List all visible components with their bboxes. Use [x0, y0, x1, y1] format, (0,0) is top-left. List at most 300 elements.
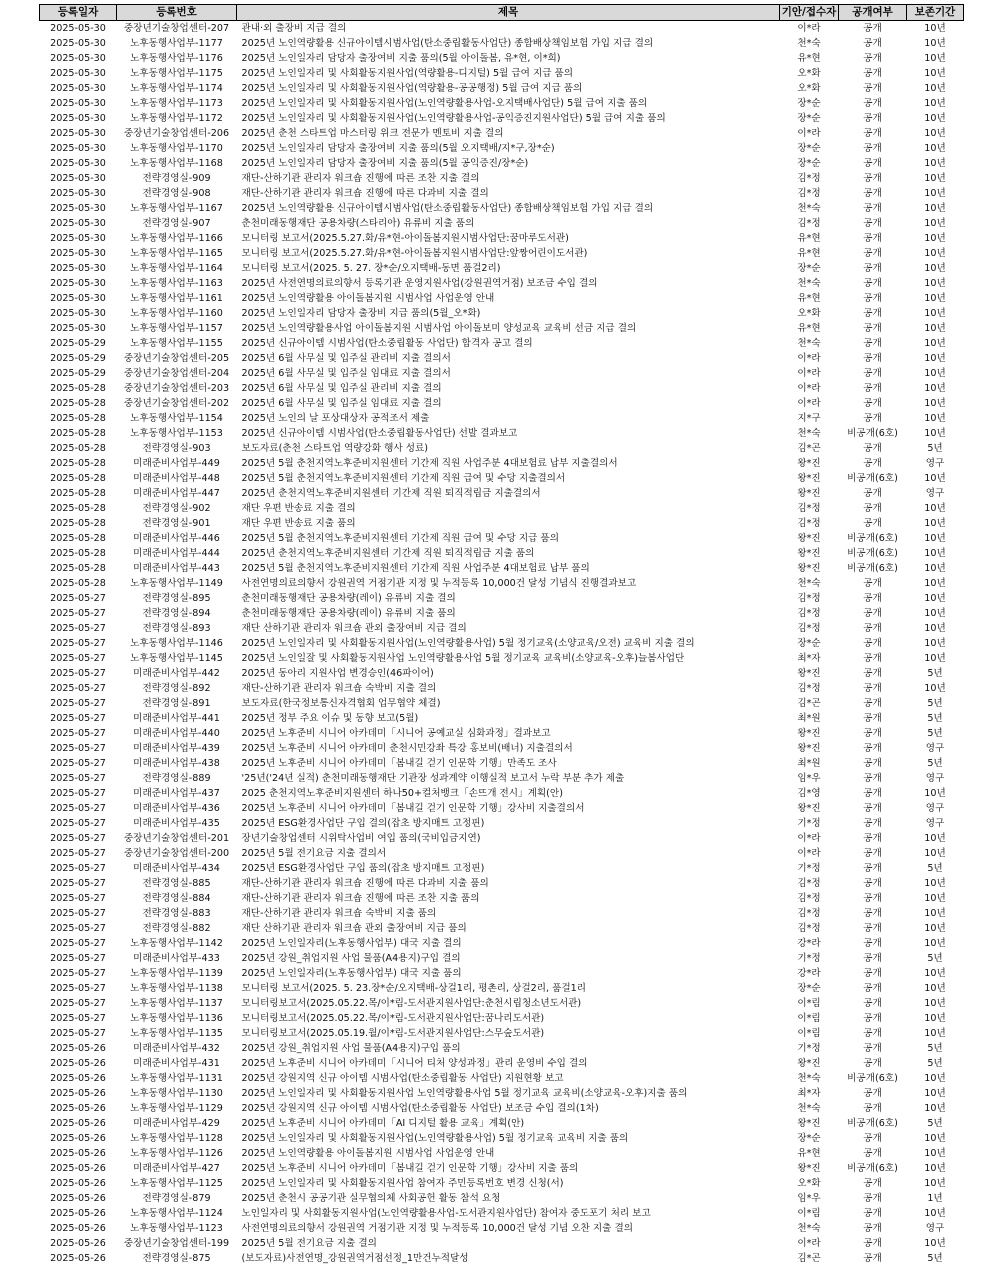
table-row	[40, 366, 964, 381]
cell-disclosure: 공개	[863, 1088, 882, 1099]
cell-disclosure: 공개	[863, 128, 882, 139]
cell-disclosure: 비공개(6호)	[847, 548, 898, 559]
cell-reg-number: 미래준비사업부-447	[133, 488, 220, 499]
cell-retention: 10년	[924, 563, 946, 574]
cell-drafter: 왕*진	[797, 488, 821, 499]
cell-reg-date: 2025-05-30	[50, 188, 106, 199]
cell-reg-date: 2025-05-30	[50, 233, 106, 244]
cell-title: 재단 우편 반송료 지출 품의	[241, 518, 356, 529]
cell-disclosure: 비공개(6호)	[847, 428, 898, 439]
cell-title: (보도자료)사전연명_강원권역거점선정_1만건누적달성	[241, 1253, 469, 1264]
cell-reg-date: 2025-05-30	[50, 68, 106, 79]
cell-reg-date: 2025-05-29	[50, 338, 106, 349]
cell-title: 2025년 사전연명의료의향서 등록기관 운영지원사업(강원권역거점) 보조금 수입 결의	[241, 278, 598, 289]
cell-reg-date: 2025-05-29	[50, 368, 106, 379]
cell-retention: 10년	[924, 1073, 946, 1084]
cell-title: 2025년 노인일자리 및 사회활동지원사업(노인역량활용사업-공익증진지원사업단) 5월 급여 지출 품의	[241, 113, 666, 124]
table-row	[40, 36, 964, 51]
cell-reg-date: 2025-05-27	[50, 758, 106, 769]
cell-retention: 10년	[924, 1013, 946, 1024]
cell-reg-number: 노후동행사업부-1129	[130, 1103, 223, 1114]
cell-retention: 5년	[927, 1118, 943, 1129]
cell-drafter: 왕*진	[797, 473, 821, 484]
cell-title: 장년기술창업센터 시위탁사업비 여입 품의(국비입금지연)	[241, 833, 481, 844]
cell-title: 재단-산하기관 관리자 워크숍 진행에 따른 다과비 지출 결의	[241, 188, 489, 199]
cell-reg-date: 2025-05-27	[50, 998, 106, 1009]
cell-disclosure: 공개	[863, 653, 882, 664]
cell-reg-number: 노후동행사업부-1155	[130, 338, 223, 349]
cell-title: 재단 산하기관 관리자 워크숍 관외 출장여비 지급 결의	[241, 623, 467, 634]
cell-retention: 10년	[924, 578, 946, 589]
cell-reg-date: 2025-05-27	[50, 683, 106, 694]
cell-title: 춘천미래동행재단 공용차량(스타리아) 유류비 지출 품의	[241, 218, 475, 229]
cell-title: 보도자료(춘천 스타트업 역량강화 행사 성료)	[241, 443, 428, 454]
cell-reg-date: 2025-05-27	[50, 788, 106, 799]
cell-reg-number: 중장년기술창업센터-199	[123, 1238, 230, 1249]
cell-reg-number: 미래준비사업부-433	[133, 953, 220, 964]
table-row	[40, 861, 964, 876]
cell-title: 2025년 5월 춘천지역노후준비지원센터 기간제 직원 사업주분 4대보험료 납부 품의	[241, 563, 590, 574]
cell-drafter: 유*현	[797, 248, 821, 259]
cell-drafter: 김*곤	[797, 1253, 821, 1264]
table-row	[40, 201, 964, 216]
table-row	[40, 246, 964, 261]
cell-title: 2025년 노인일자리 및 사회활동지원사업 참여자 주민등록번호 변경 신청(서)	[241, 1178, 564, 1189]
cell-title: 2025년 강원_취업지원 사업 물품(A4용지)구입 결의	[241, 953, 461, 964]
cell-reg-date: 2025-05-26	[50, 1073, 106, 1084]
cell-reg-date: 2025-05-28	[50, 518, 106, 529]
cell-reg-date: 2025-05-27	[50, 938, 106, 949]
table-row	[40, 51, 964, 66]
cell-retention: 10년	[924, 1133, 946, 1144]
cell-title: 2025년 노인일자리(노후동행사업부) 대국 지출 품의	[241, 968, 462, 979]
cell-reg-date: 2025-05-27	[50, 608, 106, 619]
cell-drafter: 왕*진	[797, 533, 821, 544]
cell-disclosure: 공개	[863, 893, 882, 904]
cell-reg-date: 2025-05-27	[50, 623, 106, 634]
cell-reg-date: 2025-05-27	[50, 1013, 106, 1024]
table-row	[40, 276, 964, 291]
cell-retention: 10년	[924, 1238, 946, 1249]
cell-reg-date: 2025-05-27	[50, 818, 106, 829]
cell-retention: 10년	[924, 833, 946, 844]
cell-reg-date: 2025-05-27	[50, 653, 106, 664]
cell-reg-number: 전략경영실-902	[142, 503, 211, 514]
table-row	[40, 1161, 964, 1176]
cell-reg-number: 노후동행사업부-1177	[130, 38, 223, 49]
cell-drafter: 최*원	[797, 713, 821, 724]
cell-title: 2025 춘천지역노후준비지원센터 하나50+컬처뱅크「손뜨개 전시」계획(안)	[241, 788, 563, 799]
table-row	[40, 66, 964, 81]
cell-reg-number: 전략경영실-879	[142, 1193, 211, 1204]
cell-retention: 10년	[924, 413, 946, 424]
cell-reg-date: 2025-05-27	[50, 1028, 106, 1039]
cell-drafter: 기*정	[797, 818, 821, 829]
cell-drafter: 유*현	[797, 323, 821, 334]
table-row	[40, 1026, 964, 1041]
cell-reg-number: 노후동행사업부-1154	[130, 413, 223, 424]
cell-drafter: 김*정	[797, 683, 821, 694]
cell-drafter: 왕*진	[797, 728, 821, 739]
cell-retention: 5년	[927, 1253, 943, 1264]
cell-disclosure: 공개	[863, 698, 882, 709]
cell-title: 2025년 노인역량활용 신규아이템시범사업(탄소중립활동사업단) 종합배상책임보험 가입 지급 결의	[241, 203, 654, 214]
cell-disclosure: 공개	[863, 638, 882, 649]
cell-retention: 10년	[924, 623, 946, 634]
cell-drafter: 유*현	[797, 53, 821, 64]
cell-disclosure: 공개	[863, 98, 882, 109]
cell-reg-date: 2025-05-27	[50, 593, 106, 604]
table-row	[40, 1101, 964, 1116]
cell-reg-date: 2025-05-27	[50, 773, 106, 784]
cell-disclosure: 공개	[863, 923, 882, 934]
cell-reg-number: 미래준비사업부-435	[133, 818, 220, 829]
cell-disclosure: 공개	[863, 308, 882, 319]
cell-title: 2025년 노인일자리 및 사회활동지원사업(역량활용-공공행정) 5월 급여 지급 품의	[241, 83, 583, 94]
table-row	[40, 81, 964, 96]
cell-reg-number: 전략경영실-901	[142, 518, 211, 529]
table-row	[40, 1191, 964, 1206]
cell-title: 2025년 노인역량활용 아이돌봄지원 시범사업 사업운영 안내	[241, 293, 495, 304]
cell-title: 재단-산하기관 관리자 워크숍 숙박비 지출 품의	[241, 908, 437, 919]
cell-reg-date: 2025-05-30	[50, 83, 106, 94]
table-row	[40, 981, 964, 996]
table-row	[40, 381, 964, 396]
cell-disclosure: 공개	[863, 458, 882, 469]
cell-reg-date: 2025-05-27	[50, 878, 106, 889]
records-table	[39, 4, 964, 1266]
cell-disclosure: 공개	[863, 263, 882, 274]
table-row	[40, 711, 964, 726]
cell-drafter: 김*정	[797, 218, 821, 229]
cell-title: 관내·외 출장비 지급 결의	[241, 23, 347, 34]
cell-disclosure: 공개	[863, 818, 882, 829]
table-row	[40, 351, 964, 366]
cell-drafter: 김*정	[797, 878, 821, 889]
cell-title: 2025년 노인역량활용 아이돌봄지원 시범사업 사업운영 안내	[241, 1148, 495, 1159]
cell-disclosure: 공개	[863, 368, 882, 379]
cell-reg-date: 2025-05-26	[50, 1163, 106, 1174]
cell-reg-number: 전략경영실-893	[142, 623, 211, 634]
cell-drafter: 왕*진	[797, 1118, 821, 1129]
cell-reg-number: 전략경영실-909	[142, 173, 211, 184]
cell-drafter: 이*림	[797, 1013, 821, 1024]
cell-retention: 5년	[927, 863, 943, 874]
cell-title: 2025년 노후준비 시니어 아카데미「봄내길 걷기 인문학 기행」강사비 지출결의서	[241, 803, 585, 814]
cell-reg-number: 전략경영실-895	[142, 593, 211, 604]
cell-reg-number: 노후동행사업부-1161	[130, 293, 223, 304]
header-reg-date: 등록일자	[40, 5, 117, 21]
cell-reg-number: 노후동행사업부-1176	[130, 53, 223, 64]
table-row	[40, 1116, 964, 1131]
cell-title: 2025년 노후준비 시니어 아카데미「봄내길 걷기 인문학 기행」강사비 지출 품의	[241, 1163, 579, 1174]
cell-drafter: 왕*진	[797, 668, 821, 679]
cell-disclosure: 공개	[863, 398, 882, 409]
cell-disclosure: 공개	[863, 1253, 882, 1264]
cell-retention: 10년	[924, 113, 946, 124]
table-row	[40, 516, 964, 531]
cell-reg-date: 2025-05-27	[50, 743, 106, 754]
table-row	[40, 621, 964, 636]
cell-reg-number: 미래준비사업부-427	[133, 1163, 220, 1174]
cell-title: 2025년 5월 춘천지역노후준비지원센터 기간제 직원 급여 및 수당 지출결의서	[241, 473, 566, 484]
table-row	[40, 681, 964, 696]
cell-reg-number: 노후동행사업부-1123	[130, 1223, 223, 1234]
cell-drafter: 장*순	[797, 638, 821, 649]
table-row	[40, 111, 964, 126]
cell-disclosure: 공개	[863, 863, 882, 874]
cell-reg-date: 2025-05-30	[50, 23, 106, 34]
cell-retention: 10년	[924, 608, 946, 619]
header-reg-number: 등록번호	[117, 5, 237, 21]
cell-drafter: 유*현	[797, 1148, 821, 1159]
table-row	[40, 651, 964, 666]
table-row	[40, 126, 964, 141]
cell-reg-date: 2025-05-27	[50, 908, 106, 919]
cell-drafter: 천*숙	[797, 1223, 821, 1234]
cell-retention: 10년	[924, 653, 946, 664]
cell-reg-date: 2025-05-30	[50, 278, 106, 289]
cell-retention: 10년	[924, 593, 946, 604]
cell-drafter: 기*정	[797, 863, 821, 874]
cell-reg-number: 미래준비사업부-440	[133, 728, 220, 739]
cell-retention: 영구	[925, 818, 945, 829]
cell-title: 2025년 동아리 지원사업 변경승인(46파이어)	[241, 668, 434, 679]
cell-reg-date: 2025-05-28	[50, 533, 106, 544]
cell-disclosure: 비공개(6호)	[847, 563, 898, 574]
cell-drafter: 오*화	[797, 83, 821, 94]
cell-drafter: 김*정	[797, 893, 821, 904]
cell-disclosure: 공개	[863, 488, 882, 499]
cell-disclosure: 공개	[863, 413, 882, 424]
cell-reg-number: 노후동행사업부-1167	[130, 203, 223, 214]
table-row	[40, 396, 964, 411]
cell-reg-date: 2025-05-26	[50, 1058, 106, 1069]
cell-reg-number: 노후동행사업부-1126	[130, 1148, 223, 1159]
cell-retention: 영구	[925, 1223, 945, 1234]
table-row	[40, 951, 964, 966]
cell-disclosure: 공개	[863, 68, 882, 79]
cell-retention: 영구	[925, 773, 945, 784]
cell-drafter: 장*순	[797, 143, 821, 154]
table-header-row	[40, 5, 964, 21]
cell-reg-date: 2025-05-30	[50, 128, 106, 139]
cell-reg-number: 미래준비사업부-439	[133, 743, 220, 754]
cell-drafter: 왕*진	[797, 458, 821, 469]
cell-title: '25년('24년 실적) 춘천미래동행재단 기관장 성과계약 이행실적 보고서 누락 부분 추가 제출	[241, 773, 625, 784]
cell-retention: 10년	[924, 338, 946, 349]
cell-title: 모니터링보고서(2025.05.19.월/이*림-도서관지원사업단:스무숲도서관)	[241, 1028, 545, 1039]
cell-disclosure: 공개	[863, 1223, 882, 1234]
cell-drafter: 이*라	[797, 368, 821, 379]
cell-disclosure: 공개	[863, 878, 882, 889]
table-row	[40, 546, 964, 561]
cell-title: 2025년 노인일자리 및 사회활동지원사업(노인역량활용사업) 5월 정기교육 교육비 지출 품의	[241, 1133, 629, 1144]
cell-reg-number: 전략경영실-907	[142, 218, 211, 229]
cell-disclosure: 비공개(6호)	[847, 1163, 898, 1174]
cell-drafter: 이*라	[797, 1238, 821, 1249]
cell-drafter: 최*자	[797, 653, 821, 664]
table-row	[40, 1086, 964, 1101]
cell-title: 2025년 춘천지역노후준비지원센터 기간제 직원 퇴직적립금 지출 품의	[241, 548, 535, 559]
cell-title: 사전연명의료의향서 강원권역 거점기관 지정 및 누적등록 10,000건 달성 기념 오찬 지출 결의	[241, 1223, 633, 1234]
cell-drafter: 오*화	[797, 1178, 821, 1189]
cell-drafter: 김*정	[797, 593, 821, 604]
cell-retention: 10년	[924, 98, 946, 109]
cell-reg-date: 2025-05-27	[50, 923, 106, 934]
cell-disclosure: 공개	[863, 788, 882, 799]
cell-reg-date: 2025-05-30	[50, 173, 106, 184]
table-row	[40, 561, 964, 576]
cell-title: 2025년 춘천지역노후준비지원센터 기간제 직원 퇴직적립금 지출결의서	[241, 488, 541, 499]
cell-retention: 10년	[924, 683, 946, 694]
cell-drafter: 기*정	[797, 1043, 821, 1054]
table-row	[40, 21, 964, 37]
cell-reg-date: 2025-05-26	[50, 1133, 106, 1144]
cell-reg-number: 노후동행사업부-1172	[130, 113, 223, 124]
cell-disclosure: 공개	[863, 728, 882, 739]
cell-retention: 10년	[924, 923, 946, 934]
table-row	[40, 1071, 964, 1086]
cell-disclosure: 공개	[863, 713, 882, 724]
cell-retention: 10년	[924, 788, 946, 799]
cell-reg-date: 2025-05-26	[50, 1088, 106, 1099]
cell-reg-date: 2025-05-30	[50, 323, 106, 334]
cell-reg-number: 노후동행사업부-1136	[130, 1013, 223, 1024]
cell-reg-number: 중장년기술창업센터-200	[123, 848, 230, 859]
cell-retention: 10년	[924, 188, 946, 199]
cell-drafter: 천*숙	[797, 38, 821, 49]
table-row	[40, 1251, 964, 1266]
cell-reg-date: 2025-05-30	[50, 158, 106, 169]
cell-disclosure: 공개	[863, 803, 882, 814]
cell-reg-date: 2025-05-30	[50, 263, 106, 274]
cell-disclosure: 공개	[863, 1133, 882, 1144]
cell-reg-number: 미래준비사업부-436	[133, 803, 220, 814]
cell-drafter: 유*현	[797, 293, 821, 304]
cell-reg-date: 2025-05-28	[50, 578, 106, 589]
cell-retention: 10년	[924, 428, 946, 439]
cell-disclosure: 공개	[863, 593, 882, 604]
cell-reg-number: 노후동행사업부-1170	[130, 143, 223, 154]
cell-drafter: 천*숙	[797, 1073, 821, 1084]
cell-title: 2025년 5월 전기요금 지출 결의	[241, 1238, 377, 1249]
cell-drafter: 왕*진	[797, 1163, 821, 1174]
cell-disclosure: 공개	[863, 1208, 882, 1219]
cell-title: 2025년 노인일자리(노후동행사업부) 대국 지출 결의	[241, 938, 462, 949]
cell-reg-date: 2025-05-30	[50, 113, 106, 124]
table-row	[40, 216, 964, 231]
cell-title: 모니터링보고서(2025.05.22.목/이*림-도서관지원사업단:꿈나리도서관)	[241, 1013, 545, 1024]
cell-disclosure: 비공개(6호)	[847, 1118, 898, 1129]
cell-retention: 5년	[927, 758, 943, 769]
cell-drafter: 이*라	[797, 833, 821, 844]
cell-disclosure: 공개	[863, 833, 882, 844]
cell-retention: 영구	[925, 743, 945, 754]
cell-drafter: 이*림	[797, 998, 821, 1009]
cell-title: 2025년 노인일자리 담당자 출장여비 지출 품의(5월 오지택배/지*구,장*순)	[241, 143, 555, 154]
cell-reg-number: 노후동행사업부-1153	[130, 428, 223, 439]
table-row	[40, 576, 964, 591]
cell-retention: 10년	[924, 908, 946, 919]
cell-retention: 10년	[924, 1178, 946, 1189]
cell-drafter: 장*순	[797, 983, 821, 994]
cell-reg-number: 노후동행사업부-1124	[130, 1208, 223, 1219]
cell-reg-date: 2025-05-28	[50, 503, 106, 514]
table-row	[40, 606, 964, 621]
cell-drafter: 천*숙	[797, 578, 821, 589]
cell-drafter: 김*곤	[797, 443, 821, 454]
table-row	[40, 486, 964, 501]
cell-reg-number: 미래준비사업부-446	[133, 533, 220, 544]
cell-drafter: 강*라	[797, 968, 821, 979]
table-row	[40, 996, 964, 1011]
table-row	[40, 831, 964, 846]
cell-drafter: 천*숙	[797, 1103, 821, 1114]
cell-disclosure: 공개	[863, 983, 882, 994]
cell-reg-number: 전략경영실-882	[142, 923, 211, 934]
cell-reg-number: 미래준비사업부-444	[133, 548, 220, 559]
cell-reg-number: 중장년기술창업센터-207	[123, 23, 230, 34]
cell-title: 2025년 노후준비 시니어 아카데미「AI 디지털 활용 교육」계획(안)	[241, 1118, 525, 1129]
cell-retention: 10년	[924, 518, 946, 529]
cell-title: 2025년 노인일자리 및 사회활동지원사업 노인역량활용사업 5월 정기교육 교육비(소양교육-오후)지출 품의	[241, 1088, 688, 1099]
cell-title: 춘천미래동행재단 공용차량(레이) 유류비 지출 품의	[241, 608, 456, 619]
cell-disclosure: 비공개(6호)	[847, 473, 898, 484]
cell-reg-number: 전략경영실-889	[142, 773, 211, 784]
header-title: 제목	[237, 5, 780, 21]
cell-reg-date: 2025-05-26	[50, 1223, 106, 1234]
cell-reg-number: 노후동행사업부-1157	[130, 323, 223, 334]
cell-retention: 10년	[924, 398, 946, 409]
cell-disclosure: 공개	[863, 1193, 882, 1204]
cell-reg-number: 미래준비사업부-441	[133, 713, 220, 724]
cell-retention: 10년	[924, 323, 946, 334]
cell-retention: 10년	[924, 938, 946, 949]
cell-drafter: 유*현	[797, 233, 821, 244]
cell-title: 2025년 노인일자리 담당자 출장여비 지출 품의(5월 아이돌봄, 유*현, 이*희)	[241, 53, 561, 64]
cell-title: 노인일자리 및 사회활동지원사업(노인역량활용사업-도서관지원사업단) 참여자 중도포기 처리 보고	[241, 1208, 651, 1219]
table-body	[40, 21, 964, 1267]
cell-retention: 10년	[924, 848, 946, 859]
cell-retention: 10년	[924, 893, 946, 904]
cell-retention: 10년	[924, 638, 946, 649]
cell-retention: 5년	[927, 668, 943, 679]
cell-drafter: 이*라	[797, 398, 821, 409]
cell-title: 2025년 노후준비 시니어 아카데미「시니어 티처 양성과정」관리 운영비 수입 결의	[241, 1058, 588, 1069]
cell-title: 재단-산하기관 관리자 워크숍 진행에 따른 조찬 지출 품의	[241, 893, 480, 904]
cell-reg-number: 노후동행사업부-1174	[130, 83, 223, 94]
cell-title: 2025년 노후준비 시니어 아카데미「봄내길 걷기 인문학 기행」만족도 조사	[241, 758, 557, 769]
cell-reg-number: 전략경영실-894	[142, 608, 211, 619]
cell-reg-number: 미래준비사업부-434	[133, 863, 220, 874]
cell-reg-date: 2025-05-27	[50, 668, 106, 679]
cell-title: 2025년 노인일자리 및 사회활동지원사업(노인역량활용사업) 5월 정기교육(소양교육/오전) 교육비 지출 결의	[241, 638, 695, 649]
cell-reg-number: 전략경영실-903	[142, 443, 211, 454]
cell-drafter: 장*순	[797, 113, 821, 124]
cell-title: 2025년 춘천 스타트업 마스터링 위크 전문가 멘토비 지출 결의	[241, 128, 504, 139]
cell-title: 2025년 춘천시 공공기관 실무협의체 사회공헌 활동 참석 요청	[241, 1193, 501, 1204]
cell-reg-number: 미래준비사업부-448	[133, 473, 220, 484]
table-row	[40, 966, 964, 981]
cell-drafter: 지*구	[797, 413, 821, 424]
table-row	[40, 801, 964, 816]
cell-disclosure: 공개	[863, 1103, 882, 1114]
cell-title: 2025년 5월 춘천지역노후준비지원센터 기간제 직원 급여 및 수당 지급 품의	[241, 533, 559, 544]
cell-reg-date: 2025-05-27	[50, 728, 106, 739]
cell-reg-date: 2025-05-28	[50, 383, 106, 394]
cell-title: 모니터링 보고서(2025.5.27.화/유*현-아이돌봄지원시범사업단:앞짱어린이도서관)	[241, 248, 588, 259]
